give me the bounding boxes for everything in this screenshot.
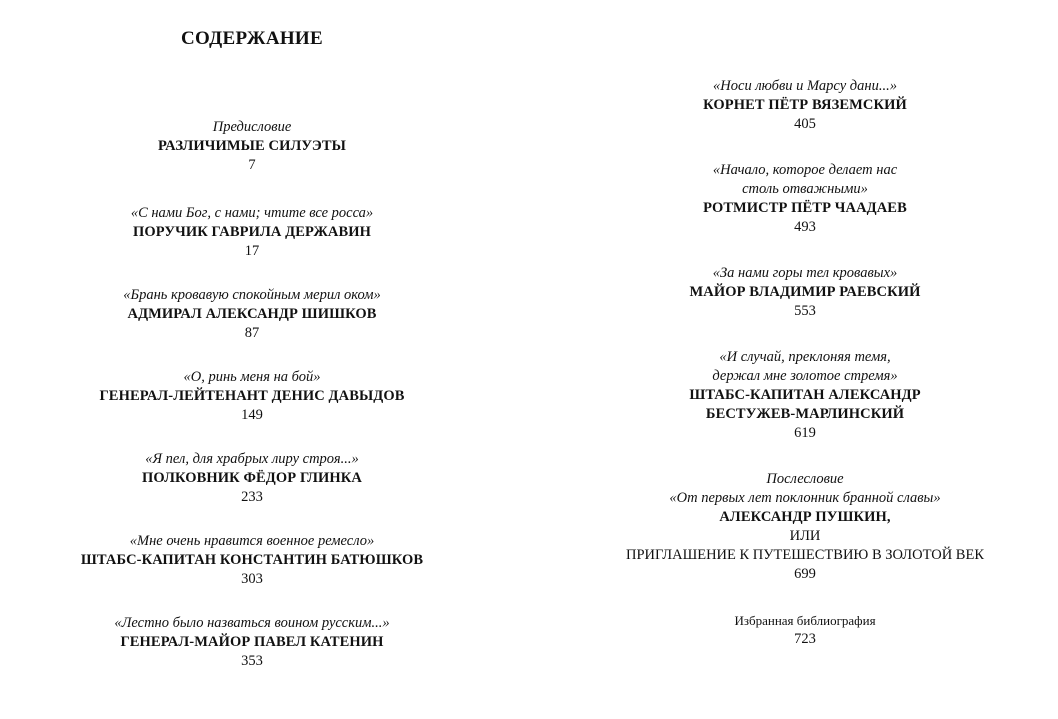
toc-entry-page: 17 <box>244 243 260 259</box>
toc-entry-page: 7 <box>248 157 256 173</box>
page-title: СОДЕРЖАНИЕ <box>181 28 323 49</box>
toc-entry-name: ШТАБС-КАПИТАН КОНСТАНТИН БАТЮШКОВ <box>80 552 424 568</box>
toc-entry[interactable] <box>605 161 1005 237</box>
toc-entry-name: ГЕНЕРАЛ-МАЙОР ПАВЕЛ КАТЕНИН <box>120 634 384 650</box>
toc-right-column <box>605 77 1005 676</box>
toc-entry-name: ГЕНЕРАЛ-ЛЕЙТЕНАНТ ДЕНИС ДАВЫДОВ <box>99 388 405 404</box>
toc-entry-page: 303 <box>241 571 263 587</box>
toc-entry-epigraph: столь отважными» <box>742 181 868 197</box>
toc-entry[interactable] <box>52 204 452 261</box>
toc-entry[interactable] <box>605 348 1005 443</box>
preface-label: Предисловие <box>212 119 292 135</box>
toc-entry-epigraph: «И случай, преклоняя темя, <box>719 349 891 365</box>
toc-entry[interactable] <box>605 77 1005 134</box>
toc-entry-name: МАЙОР ВЛАДИМИР РАЕВСКИЙ <box>689 284 921 300</box>
toc-entry-epigraph: «Брань кровавую спокойным мерил оком» <box>123 287 381 303</box>
toc-entry-page: 699 <box>794 566 816 582</box>
toc-entry-epigraph: держал мне золотое стремя» <box>712 368 898 384</box>
toc-entry-page: 405 <box>794 116 816 132</box>
toc-entry-name: ПОРУЧИК ГАВРИЛА ДЕРЖАВИН <box>132 224 371 240</box>
toc-entry-name: РОТМИСТР ПЁТР ЧААДАЕВ <box>703 200 907 216</box>
toc-entry-epigraph: «О, ринь меня на бой» <box>183 369 321 385</box>
toc-entry-page: 233 <box>241 489 263 505</box>
toc-entry[interactable] <box>52 532 452 589</box>
toc-entry-epigraph: «Мне очень нравится военное ремесло» <box>129 533 375 549</box>
toc-entry-page: 353 <box>241 653 263 669</box>
toc-entry-name: АЛЕКСАНДР ПУШКИН, <box>719 509 891 525</box>
toc-entry-epigraph: «С нами Бог, с нами; чтите все росса» <box>130 205 374 221</box>
afterword-label: Послесловие <box>766 471 844 487</box>
toc-left-column <box>52 118 452 696</box>
toc-entry-name: ПОЛКОВНИК ФЁДОР ГЛИНКА <box>142 470 362 486</box>
toc-entry[interactable] <box>52 368 452 425</box>
toc-entry-bibliography[interactable] <box>605 611 1005 649</box>
afterword-or: ИЛИ <box>789 528 821 544</box>
toc-entry-epigraph: «От первых лет поклонник бранной славы» <box>669 490 941 506</box>
toc-entry-name: КОРНЕТ ПЁТР ВЯЗЕМСКИЙ <box>703 97 907 113</box>
toc-entry-name: АДМИРАЛ АЛЕКСАНДР ШИШКОВ <box>127 306 377 322</box>
toc-entry-page: 723 <box>794 631 816 647</box>
toc-entry-page: 87 <box>244 325 260 341</box>
toc-entry-name: БЕСТУЖЕВ-МАРЛИНСКИЙ <box>705 406 905 422</box>
bibliography-label: Избранная библиография <box>734 613 876 628</box>
toc-entry-epigraph: «Начало, которое делает нас <box>712 162 898 178</box>
toc-entry-epigraph: «Носи любви и Марсу дани...» <box>713 78 897 94</box>
toc-entry[interactable] <box>605 264 1005 321</box>
toc-entry-page: 493 <box>794 219 816 235</box>
toc-entry[interactable] <box>52 286 452 343</box>
toc-entry-name: ШТАБС-КАПИТАН АЛЕКСАНДР <box>689 387 921 403</box>
toc-entry-name: РАЗЛИЧИМЫЕ СИЛУЭТЫ <box>158 138 346 154</box>
toc-entry-epigraph: «Я пел, для храбрых лиру строя...» <box>145 451 359 467</box>
toc-entry-page: 619 <box>794 425 816 441</box>
toc-entry-page: 149 <box>241 407 263 423</box>
toc-entry-afterword[interactable] <box>605 470 1005 584</box>
toc-entry-preface[interactable] <box>52 118 452 175</box>
afterword-subtitle: ПРИГЛАШЕНИЕ К ПУТЕШЕСТВИЮ В ЗОЛОТОЙ ВЕК <box>626 547 984 563</box>
toc-entry-epigraph: «Лестно было назваться воином русским...» <box>114 615 390 631</box>
toc-entry[interactable] <box>52 614 452 671</box>
toc-entry[interactable] <box>52 450 452 507</box>
toc-entry-epigraph: «За нами горы тел кровавых» <box>712 265 898 281</box>
toc-entry-page: 553 <box>794 303 816 319</box>
